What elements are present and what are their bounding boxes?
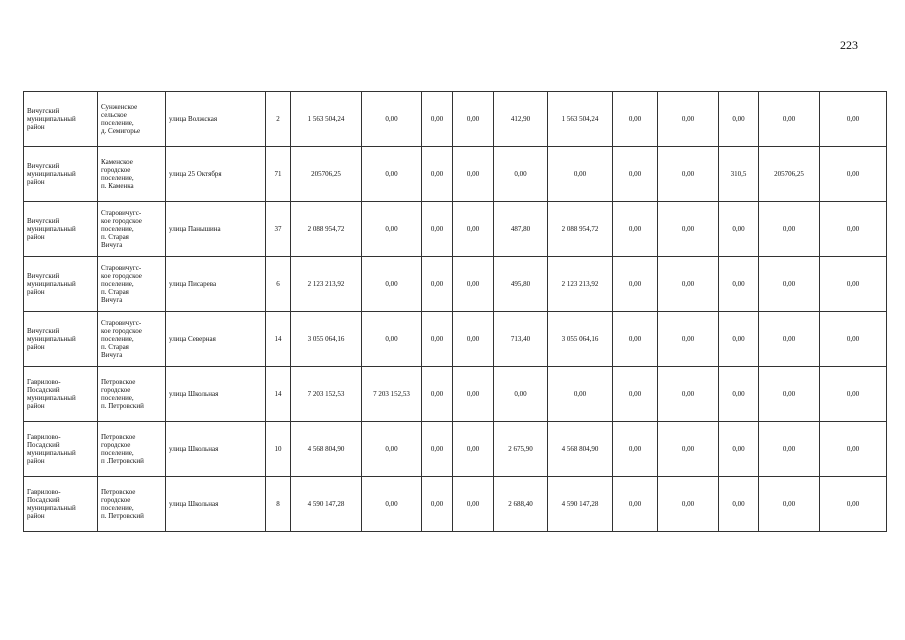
cost-col-6-cell: 3 055 064,16 xyxy=(548,312,613,367)
cost-col-9-cell: 0,00 xyxy=(719,202,759,257)
area-value-cell: 0,00 xyxy=(494,147,548,202)
cost-col-4-cell: 0,00 xyxy=(453,422,494,477)
street-cell: улица Школьная xyxy=(166,422,266,477)
cost-col-6-cell: 1 563 504,24 xyxy=(548,92,613,147)
street-cell: улица Панышина xyxy=(166,202,266,257)
cost-col-2-cell: 0,00 xyxy=(362,422,422,477)
table-row xyxy=(24,147,887,202)
total-cost-cell: 4 590 147,28 xyxy=(291,477,362,532)
cost-col-6-cell: 2 123 213,92 xyxy=(548,257,613,312)
district-cell: Вичугский муниципальный район xyxy=(24,92,98,147)
district-cell: Гаврилово- Посадский муниципальный район xyxy=(24,477,98,532)
cost-col-8-cell: 0,00 xyxy=(658,367,719,422)
page-number: 223 xyxy=(840,38,858,52)
cost-col-6-cell: 2 088 954,72 xyxy=(548,202,613,257)
settlement-cell: Петровское городское поселение, п. Петровский xyxy=(98,477,166,532)
cost-col-3-cell: 0,00 xyxy=(422,257,453,312)
cost-col-9-cell: 0,00 xyxy=(719,312,759,367)
cost-col-9-cell: 0,00 xyxy=(719,257,759,312)
table-row xyxy=(24,202,887,257)
house-number-cell: 6 xyxy=(266,257,291,312)
cost-col-10-cell: 0,00 xyxy=(759,477,820,532)
cost-col-3-cell: 0,00 xyxy=(422,202,453,257)
cost-col-3-cell: 0,00 xyxy=(422,147,453,202)
area-value-cell: 2 688,40 xyxy=(494,477,548,532)
district-cell: Вичугский муниципальный район xyxy=(24,257,98,312)
cost-col-3-cell: 0,00 xyxy=(422,367,453,422)
house-number-cell: 14 xyxy=(266,312,291,367)
cost-col-9-cell: 0,00 xyxy=(719,92,759,147)
cost-col-8-cell: 0,00 xyxy=(658,257,719,312)
cost-col-3-cell: 0,00 xyxy=(422,422,453,477)
house-number-cell: 2 xyxy=(266,92,291,147)
cost-col-8-cell: 0,00 xyxy=(658,477,719,532)
cost-col-9-cell: 0,00 xyxy=(719,477,759,532)
cost-col-7-cell: 0,00 xyxy=(613,477,658,532)
street-cell: улица Школьная xyxy=(166,367,266,422)
cost-col-7-cell: 0,00 xyxy=(613,312,658,367)
cost-col-9-cell: 310,5 xyxy=(719,147,759,202)
settlement-cell: Петровское городское поселение, п .Петровский xyxy=(98,422,166,477)
cost-col-11-cell: 0,00 xyxy=(820,147,887,202)
cost-col-10-cell: 205706,25 xyxy=(759,147,820,202)
area-value-cell: 0,00 xyxy=(494,367,548,422)
table-row xyxy=(24,422,887,477)
cost-col-10-cell: 0,00 xyxy=(759,257,820,312)
cost-col-7-cell: 0,00 xyxy=(613,202,658,257)
cost-col-4-cell: 0,00 xyxy=(453,312,494,367)
settlement-cell: Петровское городское поселение, п. Петровский xyxy=(98,367,166,422)
cost-col-6-cell: 4 568 804,90 xyxy=(548,422,613,477)
settlement-cell: Сунженское сельское поселение, д. Семигорье xyxy=(98,92,166,147)
cost-col-2-cell: 0,00 xyxy=(362,312,422,367)
cost-col-11-cell: 0,00 xyxy=(820,92,887,147)
settlement-cell: Старовичугс- кое городское поселение, п. Старая Вичуга xyxy=(98,257,166,312)
district-cell: Вичугский муниципальный район xyxy=(24,312,98,367)
cost-col-4-cell: 0,00 xyxy=(453,147,494,202)
cost-col-7-cell: 0,00 xyxy=(613,92,658,147)
district-cell: Вичугский муниципальный район xyxy=(24,147,98,202)
street-cell: улица Волжская xyxy=(166,92,266,147)
cost-col-6-cell: 0,00 xyxy=(548,367,613,422)
cost-col-11-cell: 0,00 xyxy=(820,367,887,422)
cost-col-6-cell: 4 590 147,28 xyxy=(548,477,613,532)
area-value-cell: 487,80 xyxy=(494,202,548,257)
cost-col-3-cell: 0,00 xyxy=(422,477,453,532)
cost-col-8-cell: 0,00 xyxy=(658,422,719,477)
settlement-cell: Каменское городское поселение, п. Каменка xyxy=(98,147,166,202)
area-value-cell: 412,90 xyxy=(494,92,548,147)
area-value-cell: 2 675,90 xyxy=(494,422,548,477)
table-row xyxy=(24,312,887,367)
table-body xyxy=(24,92,887,532)
cost-col-10-cell: 0,00 xyxy=(759,312,820,367)
cost-col-7-cell: 0,00 xyxy=(613,367,658,422)
housing-register-table xyxy=(23,91,887,532)
total-cost-cell: 2 088 954,72 xyxy=(291,202,362,257)
cost-col-11-cell: 0,00 xyxy=(820,312,887,367)
area-value-cell: 713,40 xyxy=(494,312,548,367)
cost-col-11-cell: 0,00 xyxy=(820,477,887,532)
total-cost-cell: 205706,25 xyxy=(291,147,362,202)
street-cell: улица Школьная xyxy=(166,477,266,532)
table-row xyxy=(24,257,887,312)
cost-col-8-cell: 0,00 xyxy=(658,147,719,202)
cost-col-11-cell: 0,00 xyxy=(820,422,887,477)
cost-col-11-cell: 0,00 xyxy=(820,202,887,257)
cost-col-2-cell: 7 203 152,53 xyxy=(362,367,422,422)
cost-col-3-cell: 0,00 xyxy=(422,312,453,367)
cost-col-8-cell: 0,00 xyxy=(658,92,719,147)
settlement-cell: Старовичугс- кое городское поселение, п. Старая Вичуга xyxy=(98,312,166,367)
cost-col-4-cell: 0,00 xyxy=(453,367,494,422)
cost-col-7-cell: 0,00 xyxy=(613,257,658,312)
cost-col-9-cell: 0,00 xyxy=(719,367,759,422)
cost-col-2-cell: 0,00 xyxy=(362,92,422,147)
total-cost-cell: 2 123 213,92 xyxy=(291,257,362,312)
cost-col-4-cell: 0,00 xyxy=(453,202,494,257)
cost-col-10-cell: 0,00 xyxy=(759,422,820,477)
total-cost-cell: 4 568 804,90 xyxy=(291,422,362,477)
district-cell: Гаврилово- Посадский муниципальный район xyxy=(24,367,98,422)
cost-col-8-cell: 0,00 xyxy=(658,312,719,367)
area-value-cell: 495,80 xyxy=(494,257,548,312)
cost-col-7-cell: 0,00 xyxy=(613,147,658,202)
cost-col-2-cell: 0,00 xyxy=(362,257,422,312)
table-row xyxy=(24,367,887,422)
total-cost-cell: 1 563 504,24 xyxy=(291,92,362,147)
cost-col-9-cell: 0,00 xyxy=(719,422,759,477)
cost-col-10-cell: 0,00 xyxy=(759,367,820,422)
cost-col-2-cell: 0,00 xyxy=(362,202,422,257)
house-number-cell: 14 xyxy=(266,367,291,422)
district-cell: Гаврилово- Посадский муниципальный район xyxy=(24,422,98,477)
house-number-cell: 37 xyxy=(266,202,291,257)
cost-col-10-cell: 0,00 xyxy=(759,92,820,147)
house-number-cell: 8 xyxy=(266,477,291,532)
cost-col-2-cell: 0,00 xyxy=(362,477,422,532)
cost-col-6-cell: 0,00 xyxy=(548,147,613,202)
cost-col-2-cell: 0,00 xyxy=(362,147,422,202)
street-cell: улица 25 Октября xyxy=(166,147,266,202)
cost-col-4-cell: 0,00 xyxy=(453,92,494,147)
total-cost-cell: 7 203 152,53 xyxy=(291,367,362,422)
house-number-cell: 10 xyxy=(266,422,291,477)
street-cell: улица Писарева xyxy=(166,257,266,312)
house-number-cell: 71 xyxy=(266,147,291,202)
cost-col-4-cell: 0,00 xyxy=(453,257,494,312)
cost-col-4-cell: 0,00 xyxy=(453,477,494,532)
settlement-cell: Старовичугс- кое городское поселение, п. Старая Вичуга xyxy=(98,202,166,257)
cost-col-10-cell: 0,00 xyxy=(759,202,820,257)
total-cost-cell: 3 055 064,16 xyxy=(291,312,362,367)
cost-col-7-cell: 0,00 xyxy=(613,422,658,477)
cost-col-11-cell: 0,00 xyxy=(820,257,887,312)
cost-col-8-cell: 0,00 xyxy=(658,202,719,257)
cost-col-3-cell: 0,00 xyxy=(422,92,453,147)
table-row xyxy=(24,92,887,147)
table-row xyxy=(24,477,887,532)
district-cell: Вичугский муниципальный район xyxy=(24,202,98,257)
street-cell: улица Северная xyxy=(166,312,266,367)
